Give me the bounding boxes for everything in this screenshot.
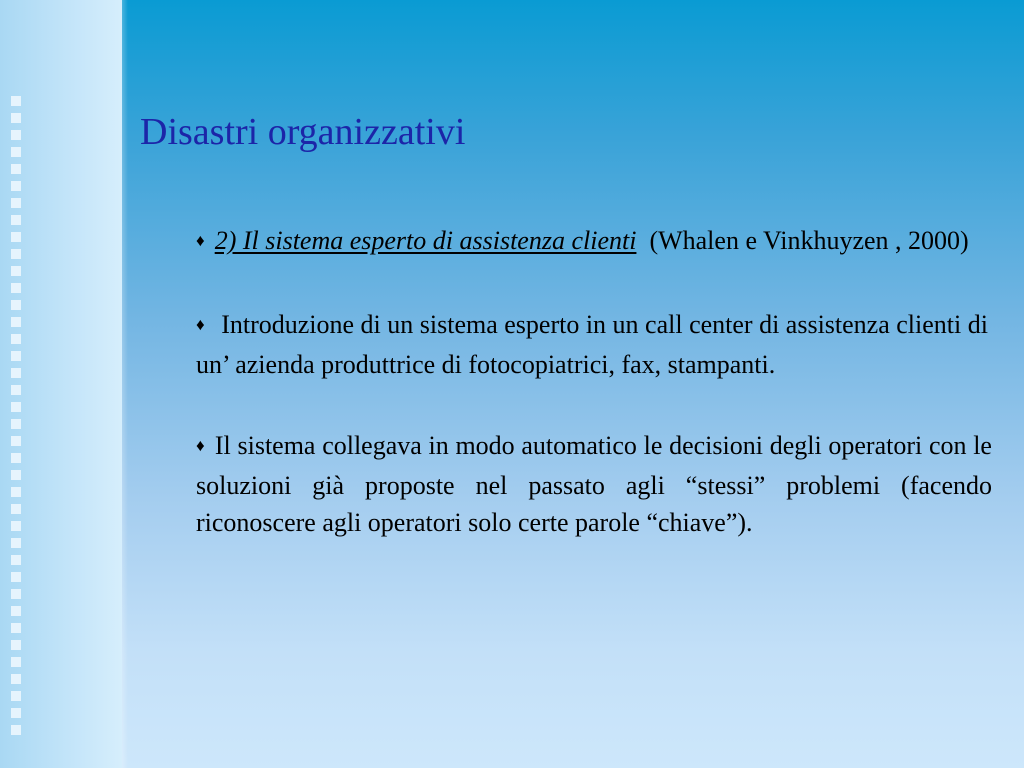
diamond-bullet-icon: ♦ (196, 315, 205, 334)
reference-title: 2) Il sistema esperto di assistenza clienti (214, 226, 637, 255)
diamond-bullet-icon: ♦ (196, 436, 205, 455)
bullet-item-introduction (196, 306, 992, 383)
reference-citation: (Whalen e Vinkhuyzen , 2000) (649, 226, 969, 255)
bullet-text: Introduzione di un sistema esperto in un call center di assistenza clienti di un’ azienda produttrice di fotocopiatrici, fax, stampanti. (196, 310, 988, 379)
panel-edge-highlight (122, 0, 128, 768)
diamond-bullet-icon: ♦ (196, 231, 205, 250)
slide-title: Disastri organizzativi (140, 111, 466, 153)
side-decoration-panel (0, 0, 122, 768)
bullet-text: Il sistema collegava in modo automatico le decisioni degli operatori con le soluzioni già proposte nel passato agli “stessi” problemi (facendo riconoscere agli operatori solo certe parole “chiave”). (196, 431, 992, 537)
bullet-item-reference (196, 222, 992, 262)
bullet-item-system (196, 427, 992, 541)
bullet-list (196, 222, 992, 585)
square-pattern-strip (6, 96, 26, 736)
